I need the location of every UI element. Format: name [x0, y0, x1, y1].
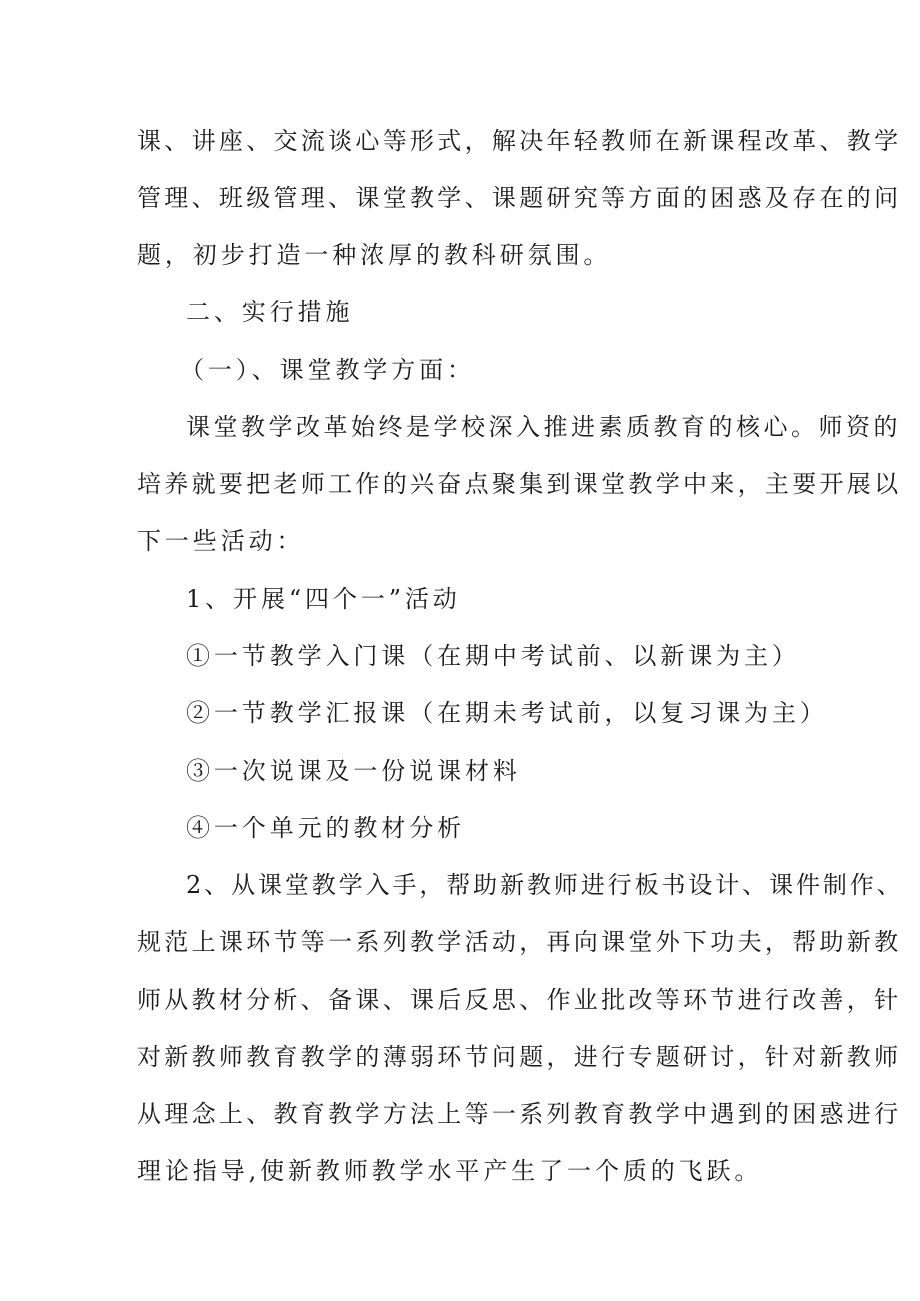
classroom-line-1: 课堂教学改革始终是学校深入推进素质教育的核心。师资的 [186, 413, 901, 441]
classroom-line-2: 培养就要把老师工作的兴奋点聚集到课堂教学中来，主要开展以 [137, 470, 902, 498]
list-item-4: ④一个单元的教材分析 [186, 814, 465, 842]
item2-line-5: 从理念上、教育教学方法上等一系列教育教学中遇到的困惑进行 [137, 1100, 902, 1128]
classroom-line-3: 下一些活动： [137, 527, 305, 555]
item2-line-1: 2、从课堂教学入手，帮助新教师进行板书设计、课件制作、 [186, 871, 904, 899]
list-item-2: ②一节教学汇报课（在期未考试前，以复习课为主） [186, 699, 828, 727]
list-item-1: ①一节教学入门课（在期中考试前、以新课为主） [186, 642, 800, 670]
item2-line-6: 理论指导,使新教师教学水平产生了一个质的飞跃。 [137, 1157, 763, 1185]
intro-line-2: 管理、班级管理、课堂教学、课题研究等方面的困惑及存在的问 [137, 184, 902, 212]
subsection-heading: （一）、课堂教学方面： [180, 356, 475, 384]
item1-heading: 1、开展“四个一”活动 [186, 585, 461, 613]
item2-line-2: 规范上课环节等一系列教学活动，再向课堂外下功夫，帮助新教 [137, 928, 902, 956]
section-heading: 二、实行措施 [186, 298, 354, 326]
item2-line-3: 师从教材分析、备课、课后反思、作业批改等环节进行改善，针 [137, 986, 902, 1014]
intro-line-3: 题，初步打造一种浓厚的教科研氛围。 [137, 241, 612, 269]
list-item-3: ③一次说课及一份说课材料 [186, 757, 521, 785]
intro-line-1: 课、讲座、交流谈心等形式，解决年轻教师在新课程改革、教学 [137, 127, 902, 155]
item2-line-4: 对新教师教育教学的薄弱环节问题，进行专题研讨，针对新教师 [137, 1043, 902, 1071]
